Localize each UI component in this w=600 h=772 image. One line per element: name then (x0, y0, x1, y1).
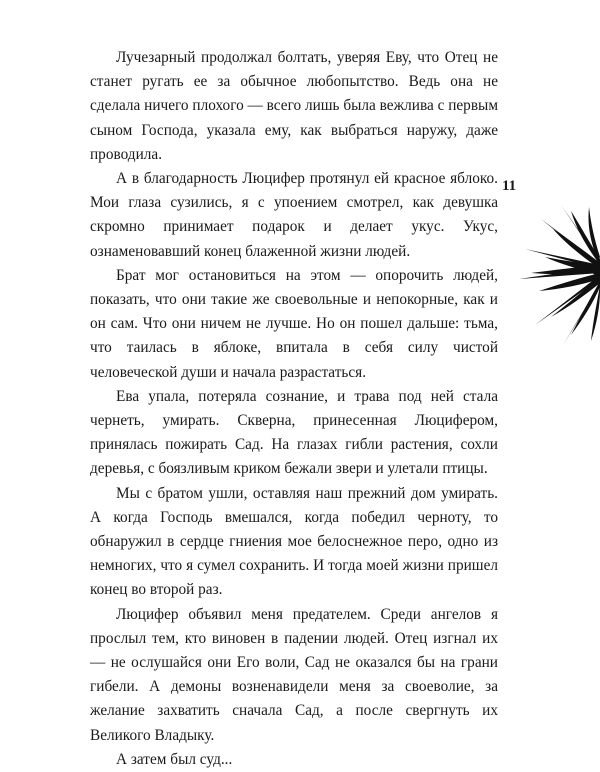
paragraph-1: Лучезарный продолжал болтать, уверяя Еву, что Отец не станет ругать ее за обычное любопытство. Ведь она не сделала ничего плохого — всего лишь была вежлива с первым сыном Господа, указала ему, как выбраться наружу, даже проводила. (90, 49, 499, 163)
paragraph-3: Брат мог остановиться на этом — опорочить людей, показать, что они такие же своевольные и непокорные, как и он сам. Что они ничем не лучше. Но он пошел дальше: тьма, что таилась в яблоке, впитала в себя силу чистой человеческой души и начала разрастаться. (90, 266, 498, 381)
feather-ornament-icon (505, 205, 600, 345)
paragraph-7: А затем был суд... (116, 750, 233, 768)
paragraph-6: Люцифер объявил меня предателем. Среди ангелов я прослыл тем, кто виновен в падении людей. Отец изгнал их — не ослушайся они Его воли, Сад не оказался бы на грани гибели. А демоны возненавидели меня за своеволие, за желание захватить сначала Сад, а после свергнуть их Великого Владыку. (90, 605, 498, 744)
paragraph-5: Мы с братом ушли, оставляя наш прежний дом умирать. А когда Господь вмешался, когда победил черноту, то обнаружил в сердце гниения мое белоснежное перо, одно из немногих, что я сумел сохранить. И тогда моей жизни пришел конец во второй раз. (90, 484, 498, 599)
paragraph-2: А в благодарность Люцифер протянул ей красное яблоко. Мои глаза сузились, я с упоением смотрел, как девушка скромно принимает подарок и делает укус. Укус, ознаменовавший конец блаженной жизни людей. (90, 170, 498, 260)
paragraph-4: Ева упала, потеряла сознание, и трава под ней стала чернеть, умирать. Скверна, принесенная Люцифером, принялась пожирать Сад. На глазах гибли растения, сохли деревья, с боязливым криком бежали звери и улетали птицы. (90, 387, 498, 478)
body-text (90, 46, 498, 772)
page-number: 11 (502, 178, 517, 194)
